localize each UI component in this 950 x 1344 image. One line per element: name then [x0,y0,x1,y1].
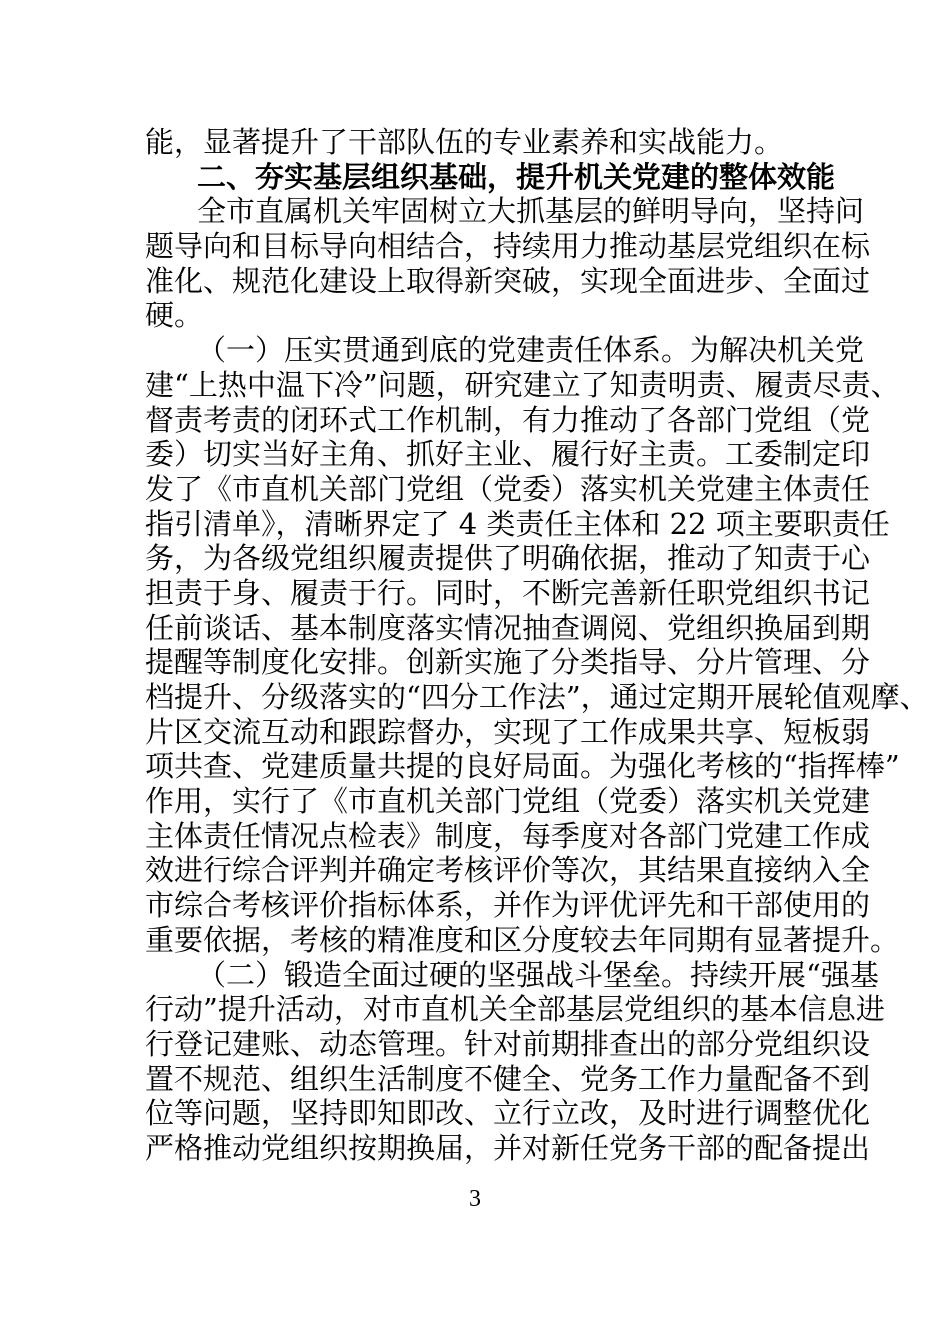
text-line: 作用，实行了《市直机关部门党组（党委）落实机关党建 [145,784,871,819]
paragraph [145,957,885,1166]
text-line: 督责考责的闭环式工作机制，有力推动了各部门党组（党 [145,402,871,437]
text-line: （一）压实贯通到底的党建责任体系。为解决机关党 [197,333,865,368]
text-line: 指引清单》，清晰界定了 4 类责任主体和 22 项主要职责任 [145,506,890,541]
document-body [145,125,929,1166]
text-line: 行登记建账、动态管理。针对前期排查出的部分党组织设 [145,1026,871,1061]
text-line: 行动”提升活动，对市直机关全部基层党组织的基本信息进 [145,992,885,1027]
text-line: 项共查、党建质量共提的良好局面。为强化考核的“指挥棒” [145,749,900,784]
text-line: 档提升、分级落实的“四分工作法”，通过定期开展轮值观摩、 [145,680,929,714]
page-number: 3 [469,1186,481,1212]
text-line: 二、夯实基层组织基础，提升机关党建的整体效能 [197,159,836,194]
paragraph [145,194,871,333]
text-line: 重要依据，考核的精准度和区分度较去年同期有显著提升。 [145,922,900,957]
text-line: 效进行综合评判并确定考核评价等次，其结果直接纳入全 [145,853,871,888]
text-line: 提醒等制度化安排。创新实施了分类指导、分片管理、分 [145,645,871,680]
text-line: 片区交流互动和跟踪督办，实现了工作成果共享、短板弱 [145,714,871,749]
text-line: 委）切实当好主角、抓好主业、履行好主责。工委制定印 [145,437,871,472]
paragraph [145,125,807,160]
text-line: 准化、规范化建设上取得新突破，实现全面进步、全面过 [145,263,871,298]
text-line: 全市直属机关牢固树立大抓基层的鲜明导向，坚持问 [197,194,865,229]
text-line: 市综合考核评价指标体系，并作为评优评先和干部使用的 [145,888,871,923]
text-line: 担责于身、履责于行。同时，不断完善新任职党组织书记 [145,575,871,610]
text-line: 任前谈话、基本制度落实情况抽查调阅、党组织换届到期 [145,610,871,645]
paragraph [145,333,929,957]
text-line: 严格推动党组织按期换届，并对新任党务干部的配备提出 [145,1130,871,1165]
section-heading [145,159,836,195]
text-line: 务，为各级党组织履责提供了明确依据，推动了知责于心 [145,541,871,576]
text-line: 置不规范、组织生活制度不健全、党务工作力量配备不到 [145,1061,871,1096]
text-line: 建“上热中温下冷”问题，研究建立了知责明责、履责尽责、 [145,367,900,402]
text-line: 能，显著提升了干部队伍的专业素养和实战能力。 [145,125,784,159]
text-line: 位等问题，坚持即知即改、立行立改，及时进行调整优化 [145,1096,871,1131]
text-line: （二）锻造全面过硬的坚强战斗堡垒。持续开展“强基 [197,957,879,992]
text-line: 题导向和目标导向相结合，持续用力推动基层党组织在标 [145,229,871,264]
text-line: 硬。 [145,298,204,333]
text-line: 发了《市直机关部门党组（党委）落实机关党建主体责任 [145,471,871,506]
text-line: 主体责任情况点检表》制度，每季度对各部门党建工作成 [145,818,871,853]
